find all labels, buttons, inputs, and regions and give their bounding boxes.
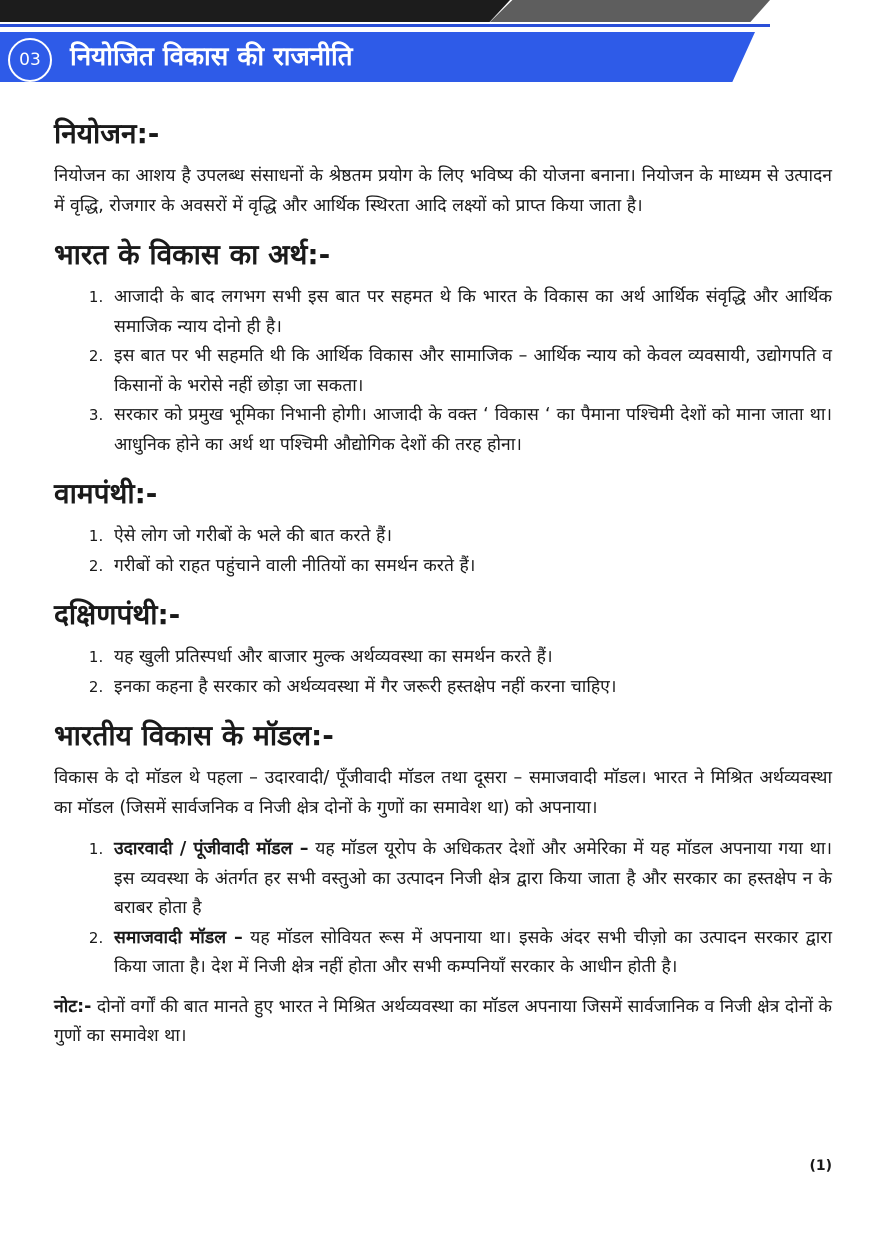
page-number: (1) <box>809 1158 832 1174</box>
note-paragraph <box>54 993 832 1052</box>
list-item: 3. सरकार को प्रमुख भूमिका निभानी होगी। आजादी के वक्त ‘ विकास ‘ का पैमाना पश्चिमी देशों को माना जाता था। आधुनिक होने का अर्थ था पश्चिमी औद्योगिक देशों की तरह होना। <box>108 401 832 460</box>
heading-model: भारतीय विकास के मॉडल:- <box>54 719 334 752</box>
heading-vikas-arth: भारत के विकास का अर्थ:- <box>54 238 331 271</box>
list-item: 2. गरीबों को राहत पहुंचाने वाली नीतियों का समर्थन करते हैं। <box>108 552 832 582</box>
paragraph-model: विकास के दो मॉडल थे पहला – उदारवादी/ पूँजीवादी मॉडल तथा दूसरा – समाजवादी मॉडल। भारत ने मिश्रित अर्थव्यवस्था का मॉडल (जिसमें सार्वजनिक व निजी क्षेत्र दोनों के गुणों का समावेश था) को अपनाया। <box>54 768 832 818</box>
header-dark-stripe <box>0 0 510 22</box>
chapter-number-badge: 03 <box>8 38 52 82</box>
list-item: 1. यह खुली प्रतिस्पर्धा और बाजार मुल्क अर्थव्यवस्था का समर्थन करते हैं। <box>108 643 832 673</box>
header-gray-stripe <box>490 0 770 22</box>
model-text-socialist: यह मॉडल सोवियत रूस में अपनाया था। इसके अंदर सभी चीज़ो का उत्पादन सरकार द्वारा किया जाता है। देश में निजी क्षेत्र नहीं होता और सभी कम्पनियाँ सरकार के आधीन होती है। <box>114 927 832 977</box>
list-vikas-arth <box>54 283 832 460</box>
list-item: 2. इनका कहना है सरकार को अर्थव्यवस्था में गैर जरूरी हस्तक्षेप नहीं करना चाहिए। <box>108 673 832 703</box>
page-content <box>54 100 832 1064</box>
paragraph-niyojan: नियोजन का आशय है उपलब्ध संसाधनों के श्रेष्ठतम प्रयोग के लिए भविष्य की योजना बनाना। नियोजन के माध्यम से उत्पादन में वृद्धि, रोजगार के अवसरों में वृद्धि और आर्थिक स्थिरता आदि लक्ष्यों को प्राप्त किया जाता है। <box>54 166 832 216</box>
heading-dakshinpanthi: दक्षिणपंथी:- <box>54 598 181 631</box>
list-dakshinpanthi <box>54 643 832 702</box>
list-item <box>108 835 832 924</box>
model-text-liberal: यह मॉडल यूरोप के अधिकतर देशों और अमेरिका में यह मॉडल अपनाया गया था। इस व्यवस्था के अंतर्गत हर सभी वस्तुओ का उत्पादन निजी क्षेत्र द्वारा किया जाता है और सरकार का हस्तक्षेप न के बराबर होता है <box>114 839 832 918</box>
list-item <box>108 924 832 983</box>
list-vampanthi <box>54 522 832 581</box>
model-term-socialist: समाजवादी मॉडल – <box>114 927 243 948</box>
list-item: 1. ऐसे लोग जो गरीबों के भले की बात करते हैं। <box>108 522 832 552</box>
header-blue-line <box>0 24 770 27</box>
list-item: 1. आजादी के बाद लगभग सभी इस बात पर सहमत थे कि भारत के विकास का अर्थ आर्थिक संवृद्धि और आर्थिक समाजिक न्याय दोनो ही है। <box>108 283 832 342</box>
model-term-liberal: उदारवादी / पूंजीवादी मॉडल – <box>114 839 309 859</box>
heading-niyojan: नियोजन:- <box>54 117 160 150</box>
chapter-title: नियोजित विकास की राजनीति <box>70 42 353 72</box>
list-model <box>54 835 832 983</box>
heading-vampanthi: वामपंथी:- <box>54 477 158 510</box>
note-label: नोट:- <box>54 996 92 1017</box>
list-item: 2. इस बात पर भी सहमति थी कि आर्थिक विकास और सामाजिक – आर्थिक न्याय को केवल व्यवसायी, उद्योगपति व किसानों के भरोसे नहीं छोड़ा जा सकता। <box>108 342 832 401</box>
note-text: दोनों वर्गों की बात मानते हुए भारत ने मिश्रित अर्थव्यवस्था का मॉडल अपनाया जिसमें सार्वजानिक व निजी क्षेत्र दोनों के गुणों का समावेश था। <box>54 996 832 1046</box>
